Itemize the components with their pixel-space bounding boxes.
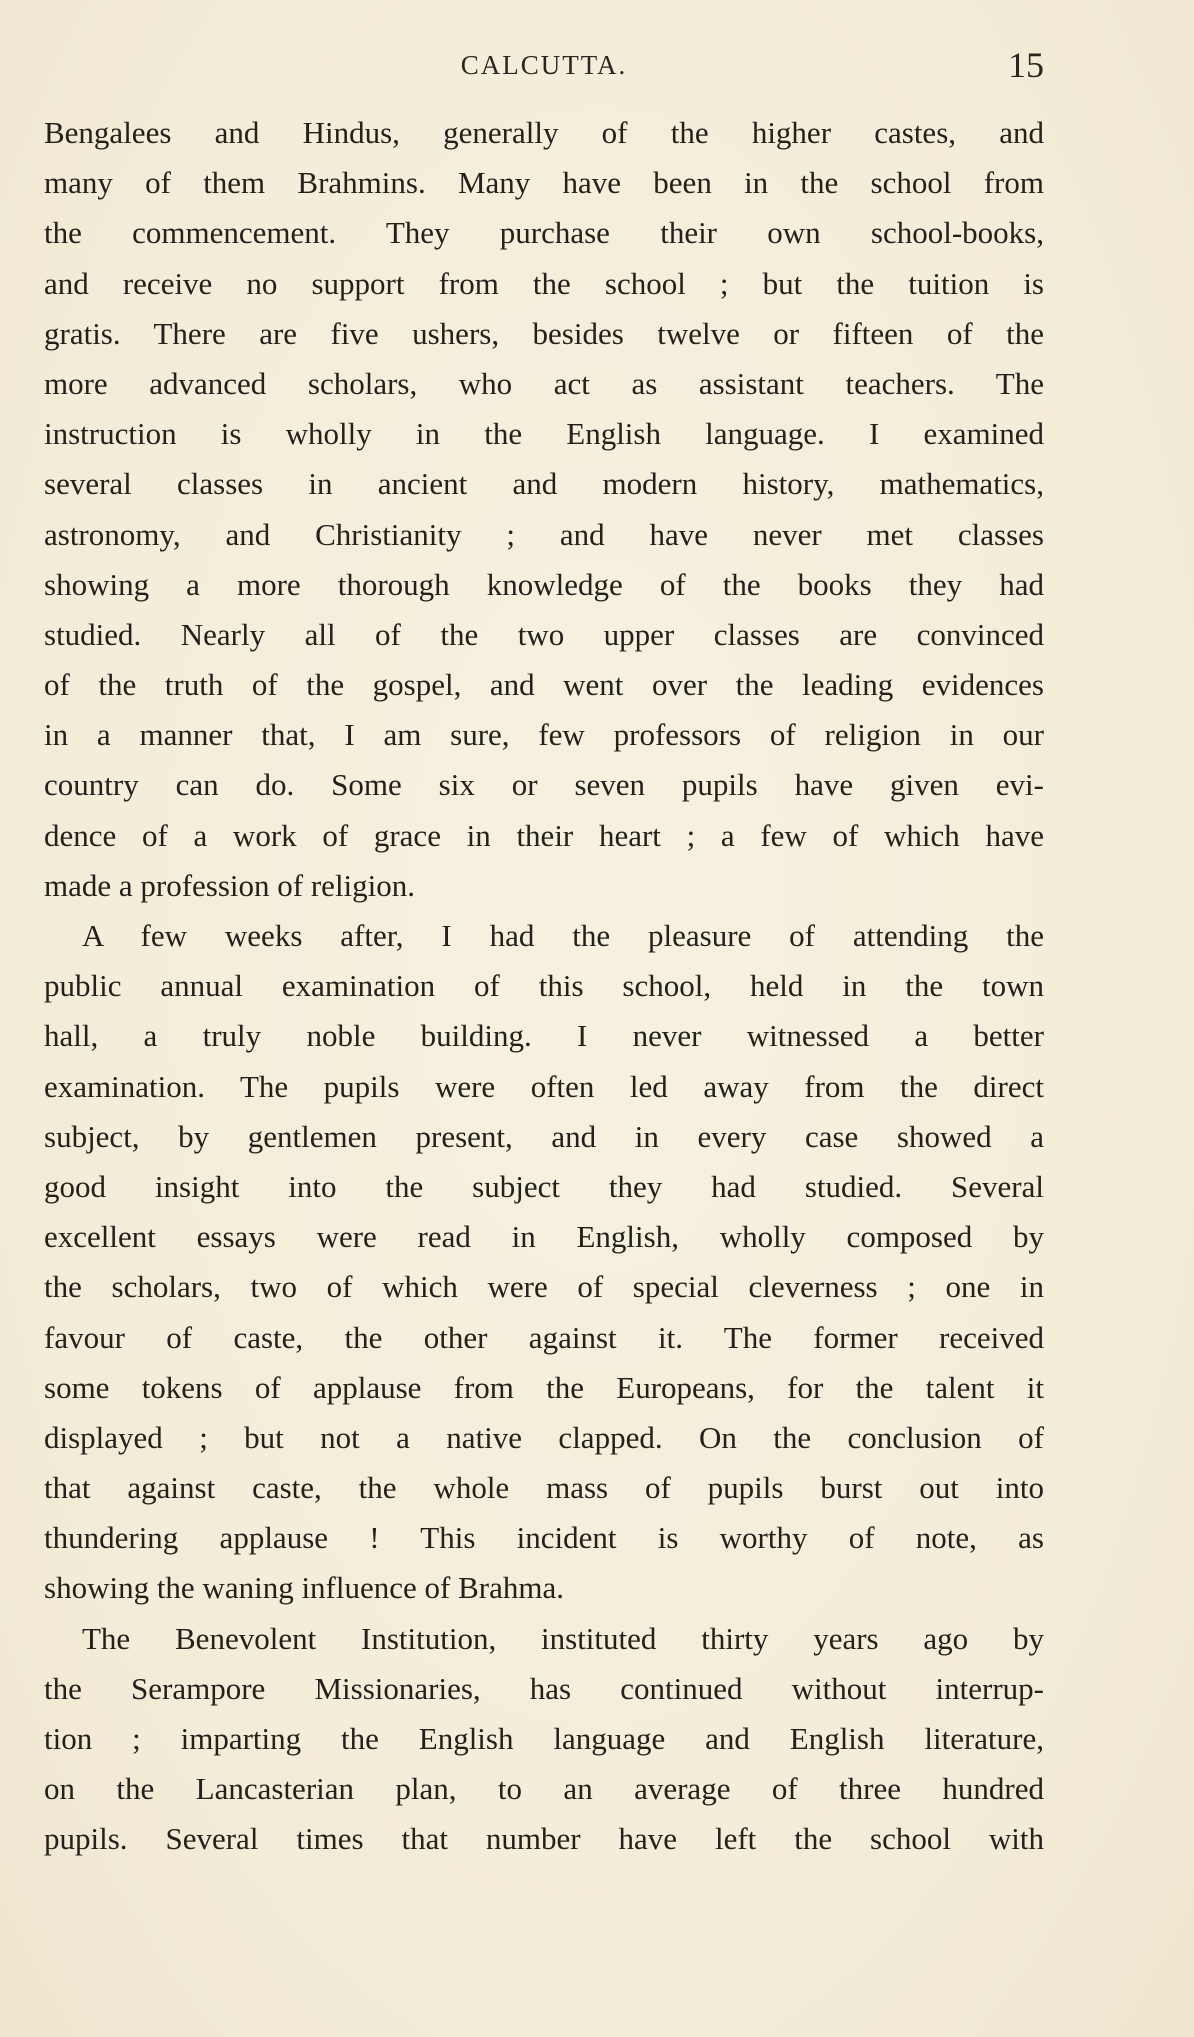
text-line: country can do. Some six or seven pupils have given evi-	[44, 767, 1044, 803]
text-line: showing a more thorough knowledge of the books they had	[44, 566, 1044, 602]
text-line: gratis. There are five ushers, besides twelve or fifteen of the	[44, 315, 1044, 351]
text-line: astronomy, and Christianity ; and have never met classes	[44, 516, 1044, 552]
text-line: many of them Brahmins. Many have been in the school from	[44, 165, 1044, 201]
text-line: several classes in ancient and modern history, mathematics,	[44, 466, 1044, 502]
running-head: CALCUTTA.	[460, 50, 628, 80]
paragraph-1	[44, 108, 1044, 911]
paragraph-2	[44, 911, 1044, 1614]
text-line: good insight into the subject they had studied. Several	[44, 1168, 1044, 1204]
text-line: excellent essays were read in English, wholly composed by	[44, 1219, 1044, 1255]
page-header	[44, 44, 1044, 94]
text-line: the commencement. They purchase their own school-books,	[44, 215, 1044, 251]
text-line: and receive no support from the school ; but the tuition is	[44, 265, 1044, 301]
text-line: more advanced scholars, who act as assistant teachers. The	[44, 365, 1044, 401]
text-line: The Benevolent Institution, instituted thirty years ago by	[82, 1620, 1044, 1656]
page-number: 15	[1008, 45, 1044, 85]
text-line: Bengalees and Hindus, generally of the higher castes, and	[44, 115, 1044, 150]
text-line: hall, a truly noble building. I never witnessed a better	[44, 1018, 1044, 1054]
text-line: studied. Nearly all of the two upper classes are convinced	[44, 616, 1044, 652]
text-line: of the truth of the gospel, and went over the leading evidences	[44, 667, 1044, 703]
text-line: that against caste, the whole mass of pupils burst out into	[44, 1470, 1044, 1506]
text-line: the scholars, two of which were of special cleverness ; one in	[44, 1269, 1044, 1305]
text-line: examination. The pupils were often led away from the direct	[44, 1068, 1044, 1104]
text-line: tion ; imparting the English language and English literature,	[44, 1721, 1044, 1756]
text-line: pupils. Several times that number have left the school with	[44, 1821, 1044, 1857]
text-line: some tokens of applause from the Europeans, for the talent it	[44, 1369, 1044, 1405]
body-text	[44, 108, 1044, 1865]
text-line: thundering applause ! This incident is worthy of note, as	[44, 1520, 1044, 1556]
paragraph-3	[44, 1614, 1044, 1865]
text-line: on the Lancasterian plan, to an average of three hundred	[44, 1771, 1044, 1807]
text-line: showing the waning influence of Brahma.	[44, 1570, 564, 1606]
text-line: the Serampore Missionaries, has continued without interrup-	[44, 1670, 1044, 1706]
text-line: A few weeks after, I had the pleasure of attending the	[82, 918, 1044, 953]
text-line: displayed ; but not a native clapped. On the conclusion of	[44, 1419, 1044, 1455]
text-line: made a profession of religion.	[44, 867, 416, 903]
text-line: public annual examination of this school, held in the town	[44, 968, 1044, 1004]
text-line: favour of caste, the other against it. The former received	[44, 1319, 1044, 1355]
text-line: dence of a work of grace in their heart ; a few of which have	[44, 817, 1044, 853]
text-line: in a manner that, I am sure, few professors of religion in our	[44, 717, 1044, 753]
text-line: subject, by gentlemen present, and in every case showed a	[44, 1118, 1044, 1154]
text-line: instruction is wholly in the English language. I examined	[44, 416, 1044, 452]
